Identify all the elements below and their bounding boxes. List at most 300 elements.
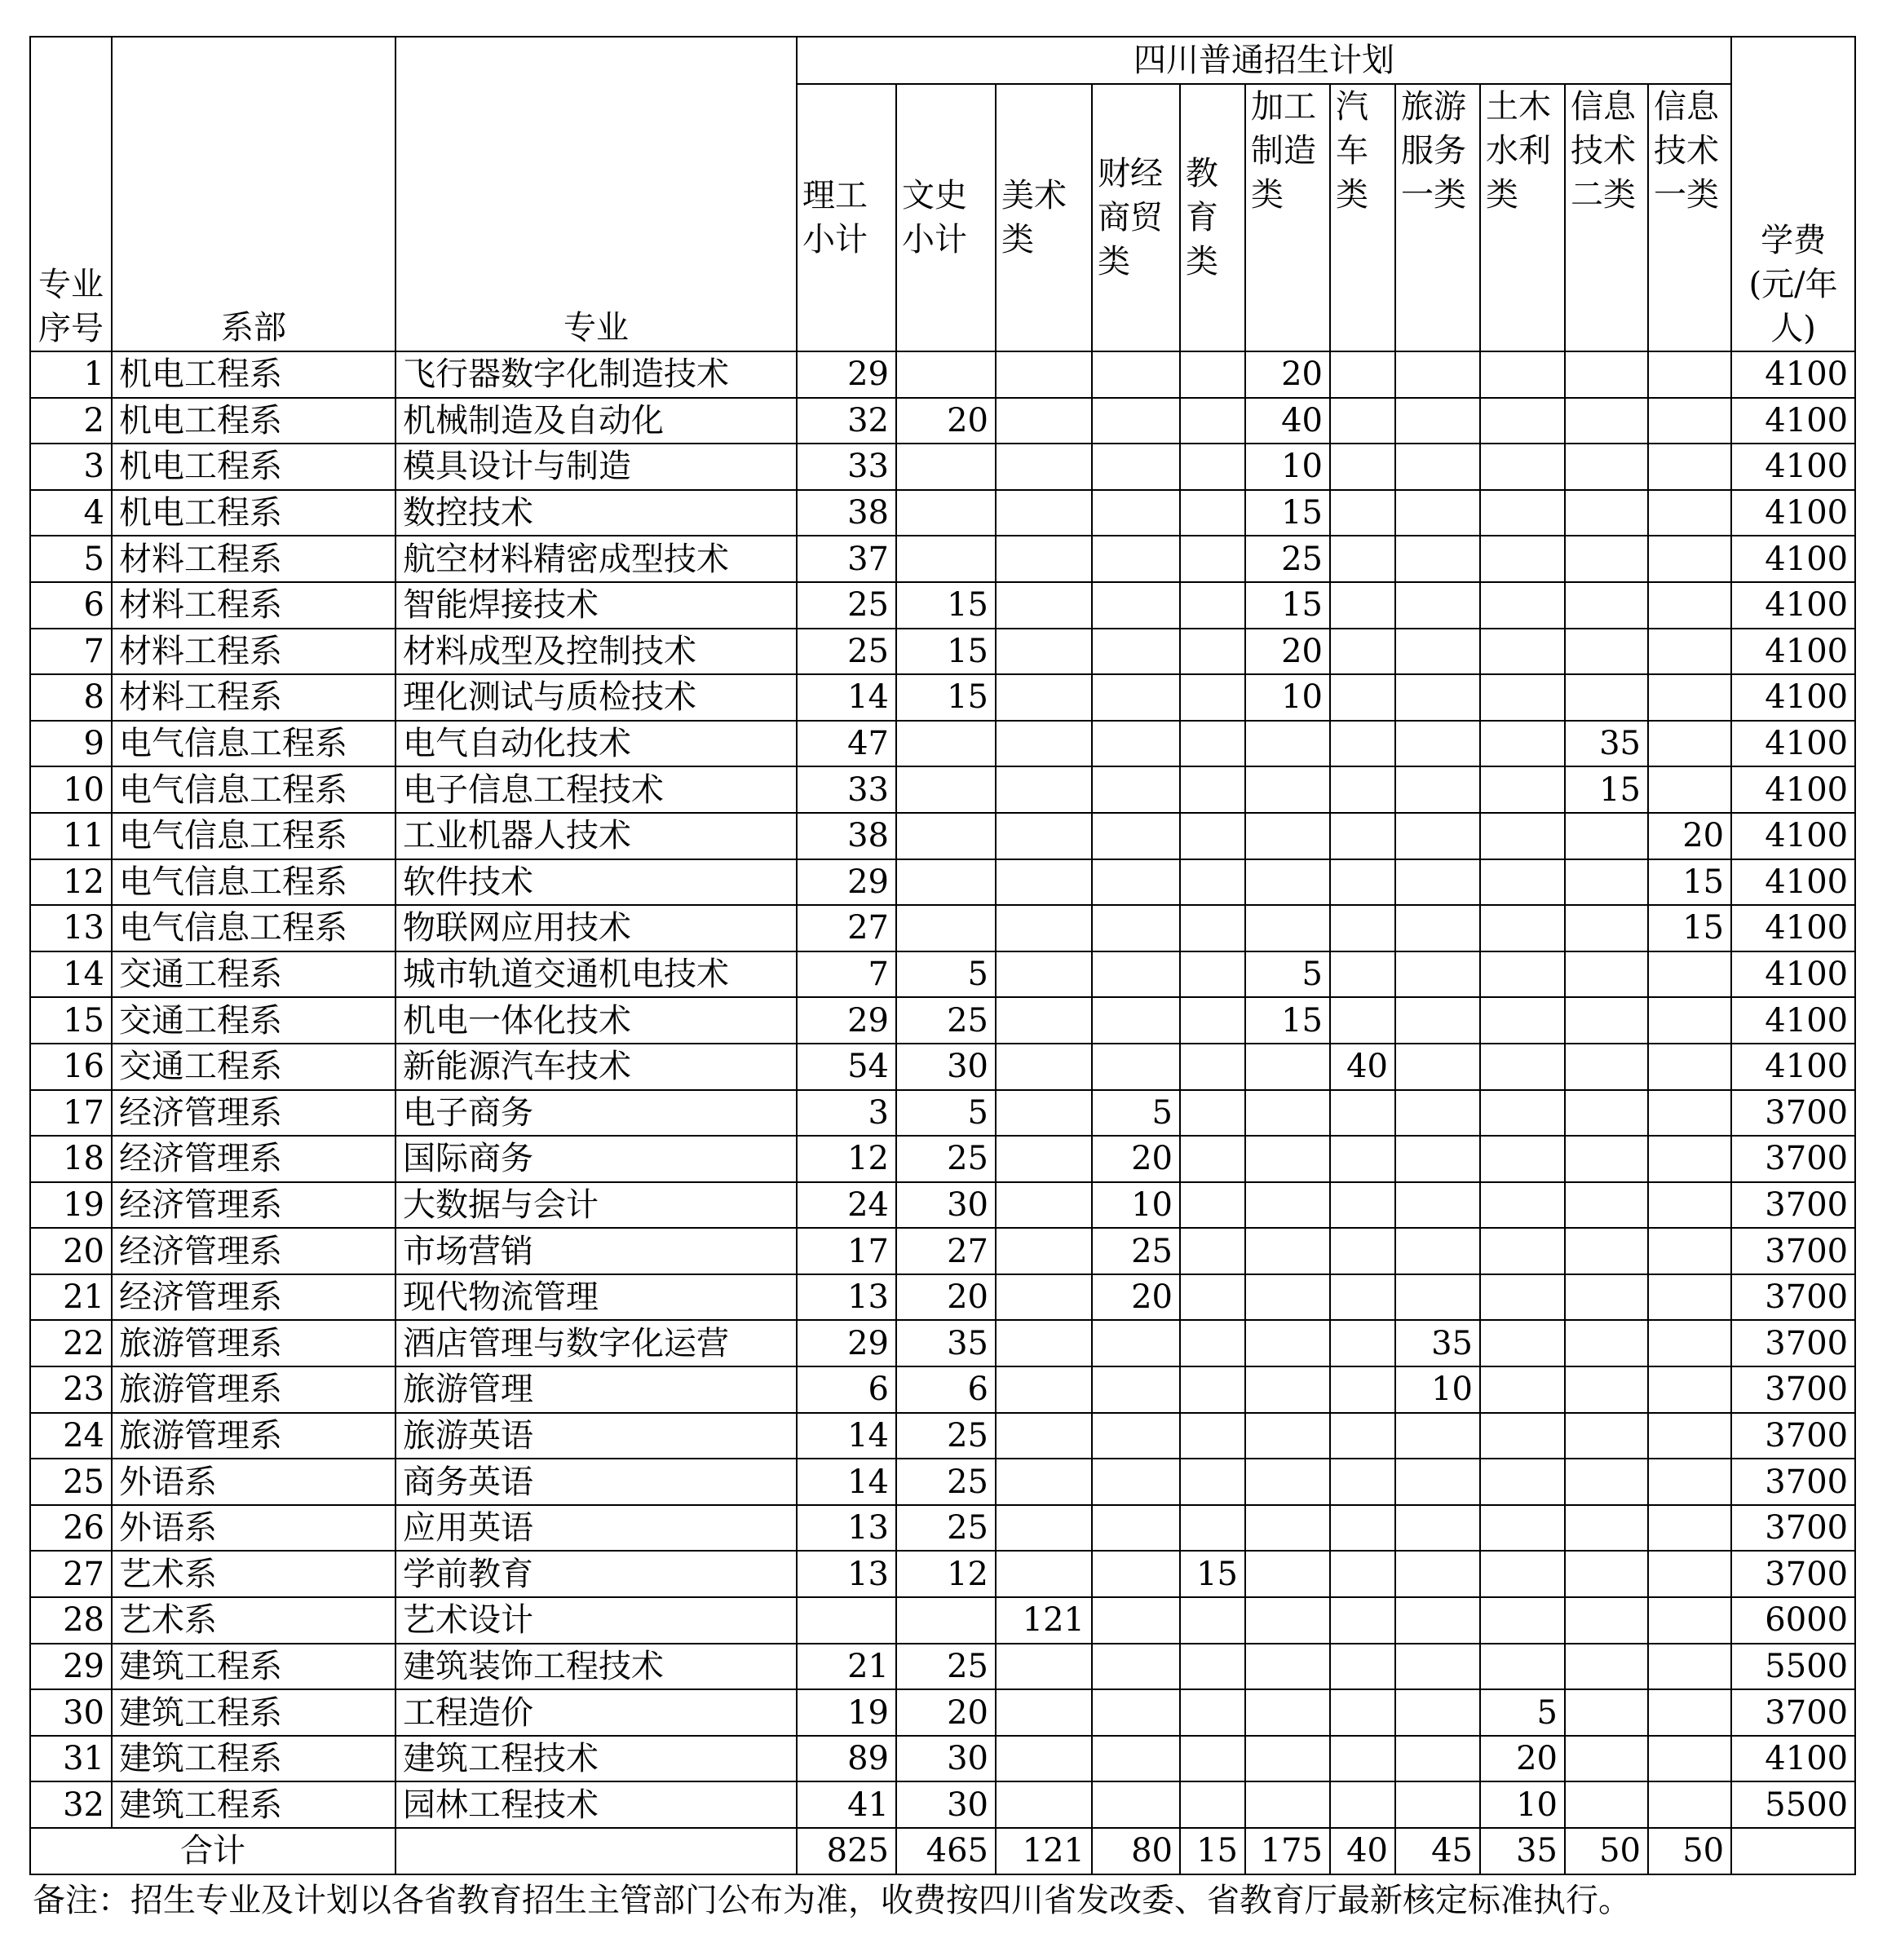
row-value-9	[1565, 1366, 1648, 1413]
total-value-0: 825	[797, 1828, 896, 1874]
row-value-4	[1180, 1597, 1245, 1644]
row-seq: 9	[30, 721, 112, 767]
col-header-sub-0: 理工小计	[797, 84, 896, 351]
row-value-10	[1648, 1044, 1731, 1090]
row-value-5	[1245, 1320, 1330, 1366]
row-value-7	[1395, 629, 1480, 675]
row-value-2	[996, 859, 1092, 906]
row-fee: 3700	[1731, 1228, 1855, 1274]
row-value-4	[1180, 1505, 1245, 1552]
row-value-2	[996, 813, 1092, 859]
row-value-4	[1180, 1320, 1245, 1366]
row-value-0: 33	[797, 444, 896, 490]
row-value-7	[1395, 490, 1480, 536]
row-value-0: 29	[797, 351, 896, 398]
total-value-3: 80	[1092, 1828, 1180, 1874]
row-fee: 4100	[1731, 629, 1855, 675]
row-dept: 经济管理系	[112, 1090, 396, 1137]
row-value-1	[896, 813, 996, 859]
row-value-9	[1565, 490, 1648, 536]
row-value-1: 30	[896, 1182, 996, 1229]
row-value-9	[1565, 859, 1648, 906]
row-dept: 材料工程系	[112, 674, 396, 721]
table-row	[30, 1459, 1855, 1505]
row-seq: 10	[30, 766, 112, 813]
row-value-3	[1092, 1689, 1180, 1736]
row-dept: 经济管理系	[112, 1136, 396, 1182]
row-value-4	[1180, 1136, 1245, 1182]
row-major: 飞行器数字化制造技术	[396, 351, 797, 398]
row-value-2	[996, 1551, 1092, 1597]
row-value-5	[1245, 1644, 1330, 1690]
table-row	[30, 398, 1855, 444]
total-value-10: 50	[1648, 1828, 1731, 1874]
row-value-10	[1648, 351, 1731, 398]
row-value-5	[1245, 1459, 1330, 1505]
row-value-3	[1092, 905, 1180, 951]
row-major: 新能源汽车技术	[396, 1044, 797, 1090]
row-value-6	[1330, 1689, 1395, 1736]
row-value-2	[996, 1689, 1092, 1736]
row-value-4	[1180, 997, 1245, 1044]
row-fee: 4100	[1731, 674, 1855, 721]
row-major: 市场营销	[396, 1228, 797, 1274]
row-value-6	[1330, 674, 1395, 721]
row-value-8	[1480, 1228, 1565, 1274]
row-value-7	[1395, 1551, 1480, 1597]
row-dept: 电气信息工程系	[112, 813, 396, 859]
row-seq: 17	[30, 1090, 112, 1137]
row-value-4	[1180, 398, 1245, 444]
row-value-1: 25	[896, 1459, 996, 1505]
row-value-0: 47	[797, 721, 896, 767]
row-value-0: 14	[797, 1459, 896, 1505]
row-fee: 4100	[1731, 997, 1855, 1044]
row-value-8	[1480, 1413, 1565, 1459]
row-value-9	[1565, 1736, 1648, 1782]
row-value-10: 20	[1648, 813, 1731, 859]
row-value-9	[1565, 536, 1648, 582]
row-value-0: 32	[797, 398, 896, 444]
row-value-9: 35	[1565, 721, 1648, 767]
row-value-0: 38	[797, 813, 896, 859]
row-value-3	[1092, 1320, 1180, 1366]
row-value-9	[1565, 1551, 1648, 1597]
row-dept: 材料工程系	[112, 582, 396, 629]
col-group-sichuan-plan: 四川普通招生计划	[797, 37, 1731, 84]
total-fee	[1731, 1828, 1855, 1874]
table-row	[30, 1366, 1855, 1413]
col-header-sub-7: 旅游服务一类	[1395, 84, 1480, 351]
row-value-7	[1395, 905, 1480, 951]
row-value-7	[1395, 1182, 1480, 1229]
row-value-1: 15	[896, 629, 996, 675]
row-fee: 4100	[1731, 766, 1855, 813]
table-row	[30, 444, 1855, 490]
row-value-6	[1330, 905, 1395, 951]
row-value-5: 25	[1245, 536, 1330, 582]
row-value-4	[1180, 1413, 1245, 1459]
col-header-dept: 系部	[112, 37, 396, 351]
row-value-8	[1480, 859, 1565, 906]
row-value-0: 29	[797, 1320, 896, 1366]
row-seq: 13	[30, 905, 112, 951]
row-value-5: 10	[1245, 444, 1330, 490]
row-seq: 6	[30, 582, 112, 629]
row-fee: 4100	[1731, 398, 1855, 444]
row-value-10: 15	[1648, 859, 1731, 906]
row-value-0: 13	[797, 1551, 896, 1597]
row-value-3	[1092, 1505, 1180, 1552]
row-value-4	[1180, 1781, 1245, 1828]
row-value-1: 25	[896, 997, 996, 1044]
row-value-1: 5	[896, 1090, 996, 1137]
row-value-10	[1648, 997, 1731, 1044]
row-value-6	[1330, 351, 1395, 398]
total-value-2: 121	[996, 1828, 1092, 1874]
row-value-4	[1180, 351, 1245, 398]
row-value-9	[1565, 351, 1648, 398]
row-value-4	[1180, 1274, 1245, 1321]
row-value-3: 20	[1092, 1274, 1180, 1321]
row-value-10	[1648, 398, 1731, 444]
row-fee: 4100	[1731, 536, 1855, 582]
row-value-6	[1330, 444, 1395, 490]
row-value-1: 15	[896, 582, 996, 629]
row-value-2	[996, 1781, 1092, 1828]
row-value-3	[1092, 1413, 1180, 1459]
row-value-7	[1395, 997, 1480, 1044]
table-row	[30, 905, 1855, 951]
row-value-3	[1092, 1736, 1180, 1782]
row-dept: 电气信息工程系	[112, 859, 396, 906]
row-dept: 外语系	[112, 1505, 396, 1552]
row-dept: 旅游管理系	[112, 1413, 396, 1459]
row-value-1: 25	[896, 1644, 996, 1690]
row-value-1: 5	[896, 951, 996, 998]
row-value-3	[1092, 1551, 1180, 1597]
row-value-8: 10	[1480, 1781, 1565, 1828]
row-value-7	[1395, 951, 1480, 998]
row-value-0: 38	[797, 490, 896, 536]
row-value-0: 14	[797, 1413, 896, 1459]
row-value-6	[1330, 490, 1395, 536]
row-value-3	[1092, 1597, 1180, 1644]
row-value-9	[1565, 629, 1648, 675]
row-value-6	[1330, 629, 1395, 675]
row-value-6	[1330, 813, 1395, 859]
row-value-2	[996, 1644, 1092, 1690]
row-value-8	[1480, 490, 1565, 536]
table-row	[30, 490, 1855, 536]
row-seq: 31	[30, 1736, 112, 1782]
row-value-2	[996, 905, 1092, 951]
row-value-5: 20	[1245, 351, 1330, 398]
row-fee: 3700	[1731, 1505, 1855, 1552]
row-seq: 3	[30, 444, 112, 490]
row-value-9	[1565, 1597, 1648, 1644]
row-value-6	[1330, 1551, 1395, 1597]
total-major-empty	[396, 1828, 797, 1874]
row-value-8	[1480, 766, 1565, 813]
row-value-3	[1092, 721, 1180, 767]
total-value-8: 35	[1480, 1828, 1565, 1874]
row-major: 智能焊接技术	[396, 582, 797, 629]
row-value-1: 20	[896, 1689, 996, 1736]
row-value-10	[1648, 536, 1731, 582]
row-value-4	[1180, 582, 1245, 629]
total-row	[30, 1828, 1855, 1874]
row-value-1: 30	[896, 1781, 996, 1828]
row-value-5	[1245, 1090, 1330, 1137]
row-value-0: 89	[797, 1736, 896, 1782]
row-value-3: 20	[1092, 1136, 1180, 1182]
row-value-2	[996, 398, 1092, 444]
row-value-1	[896, 490, 996, 536]
row-value-5	[1245, 1505, 1330, 1552]
row-dept: 经济管理系	[112, 1274, 396, 1321]
row-value-1: 20	[896, 398, 996, 444]
row-seq: 26	[30, 1505, 112, 1552]
row-value-8	[1480, 1459, 1565, 1505]
row-value-5	[1245, 1781, 1330, 1828]
row-fee: 3700	[1731, 1459, 1855, 1505]
row-value-1	[896, 721, 996, 767]
row-value-6	[1330, 536, 1395, 582]
row-value-10	[1648, 582, 1731, 629]
row-value-7	[1395, 1044, 1480, 1090]
row-value-2	[996, 1320, 1092, 1366]
row-value-5	[1245, 905, 1330, 951]
row-value-6: 40	[1330, 1044, 1395, 1090]
row-value-8	[1480, 674, 1565, 721]
row-major: 大数据与会计	[396, 1182, 797, 1229]
total-value-6: 40	[1330, 1828, 1395, 1874]
row-dept: 经济管理系	[112, 1182, 396, 1229]
row-value-2	[996, 951, 1092, 998]
col-header-seq: 专业序号	[30, 37, 112, 351]
row-seq: 16	[30, 1044, 112, 1090]
row-major: 航空材料精密成型技术	[396, 536, 797, 582]
row-seq: 27	[30, 1551, 112, 1597]
row-value-10	[1648, 1136, 1731, 1182]
row-value-8	[1480, 1090, 1565, 1137]
row-seq: 8	[30, 674, 112, 721]
row-dept: 旅游管理系	[112, 1366, 396, 1413]
row-value-2: 121	[996, 1597, 1092, 1644]
row-major: 艺术设计	[396, 1597, 797, 1644]
row-value-4	[1180, 536, 1245, 582]
row-value-0: 25	[797, 582, 896, 629]
row-value-8	[1480, 1366, 1565, 1413]
row-dept: 电气信息工程系	[112, 721, 396, 767]
row-seq: 1	[30, 351, 112, 398]
row-value-7	[1395, 1689, 1480, 1736]
row-value-4	[1180, 1090, 1245, 1137]
row-value-8: 20	[1480, 1736, 1565, 1782]
row-value-5	[1245, 859, 1330, 906]
row-fee: 3700	[1731, 1274, 1855, 1321]
row-value-4	[1180, 1459, 1245, 1505]
col-header-sub-9: 信息技术二类	[1565, 84, 1648, 351]
row-value-10: 15	[1648, 905, 1731, 951]
row-value-10	[1648, 1781, 1731, 1828]
row-major: 电子信息工程技术	[396, 766, 797, 813]
row-value-4: 15	[1180, 1551, 1245, 1597]
row-value-10	[1648, 1597, 1731, 1644]
row-fee: 3700	[1731, 1551, 1855, 1597]
row-seq: 4	[30, 490, 112, 536]
row-value-9	[1565, 1090, 1648, 1137]
row-value-1: 12	[896, 1551, 996, 1597]
row-value-9: 15	[1565, 766, 1648, 813]
row-value-8	[1480, 1644, 1565, 1690]
row-fee: 4100	[1731, 351, 1855, 398]
row-value-6	[1330, 721, 1395, 767]
table-row	[30, 1228, 1855, 1274]
row-value-5	[1245, 1551, 1330, 1597]
row-value-2	[996, 997, 1092, 1044]
row-value-3	[1092, 398, 1180, 444]
row-major: 商务英语	[396, 1459, 797, 1505]
row-fee: 3700	[1731, 1136, 1855, 1182]
row-value-1	[896, 351, 996, 398]
row-major: 旅游英语	[396, 1413, 797, 1459]
row-seq: 32	[30, 1781, 112, 1828]
row-value-7	[1395, 1090, 1480, 1137]
table-row	[30, 1274, 1855, 1321]
row-value-2	[996, 351, 1092, 398]
row-value-1: 25	[896, 1505, 996, 1552]
row-value-0: 6	[797, 1366, 896, 1413]
row-major: 学前教育	[396, 1551, 797, 1597]
row-fee: 4100	[1731, 951, 1855, 998]
row-value-6	[1330, 1505, 1395, 1552]
row-value-9	[1565, 1459, 1648, 1505]
row-dept: 外语系	[112, 1459, 396, 1505]
row-value-3	[1092, 490, 1180, 536]
row-value-5: 5	[1245, 951, 1330, 998]
row-value-10	[1648, 1274, 1731, 1321]
row-value-1: 25	[896, 1413, 996, 1459]
row-value-6	[1330, 1274, 1395, 1321]
row-seq: 23	[30, 1366, 112, 1413]
row-value-3	[1092, 582, 1180, 629]
row-value-7	[1395, 766, 1480, 813]
row-value-8	[1480, 1320, 1565, 1366]
row-value-2	[996, 1044, 1092, 1090]
row-value-8	[1480, 1044, 1565, 1090]
row-value-6	[1330, 582, 1395, 629]
row-value-10	[1648, 490, 1731, 536]
row-dept: 旅游管理系	[112, 1320, 396, 1366]
total-value-7: 45	[1395, 1828, 1480, 1874]
total-value-5: 175	[1245, 1828, 1330, 1874]
table-row	[30, 1320, 1855, 1366]
row-value-10	[1648, 1090, 1731, 1137]
row-dept: 艺术系	[112, 1551, 396, 1597]
row-value-10	[1648, 674, 1731, 721]
row-value-10	[1648, 1689, 1731, 1736]
row-value-6	[1330, 1781, 1395, 1828]
row-value-4	[1180, 1689, 1245, 1736]
row-major: 园林工程技术	[396, 1781, 797, 1828]
row-value-9	[1565, 1689, 1648, 1736]
row-value-8	[1480, 1551, 1565, 1597]
row-dept: 建筑工程系	[112, 1736, 396, 1782]
row-value-9	[1565, 582, 1648, 629]
row-value-1	[896, 905, 996, 951]
row-dept: 交通工程系	[112, 951, 396, 998]
row-value-6	[1330, 1136, 1395, 1182]
row-fee: 4100	[1731, 813, 1855, 859]
row-value-5	[1245, 1274, 1330, 1321]
row-value-6	[1330, 1228, 1395, 1274]
row-value-5	[1245, 1182, 1330, 1229]
row-dept: 机电工程系	[112, 490, 396, 536]
col-header-sub-3: 财经商贸类	[1092, 84, 1180, 351]
row-value-7	[1395, 1136, 1480, 1182]
row-value-10	[1648, 1736, 1731, 1782]
row-dept: 电气信息工程系	[112, 905, 396, 951]
row-value-5	[1245, 1736, 1330, 1782]
footnote: 备注：招生专业及计划以各省教育招生主管部门公布为准，收费按四川省发改委、省教育厅最新核定标准执行。	[33, 1882, 1631, 1919]
row-fee: 4100	[1731, 444, 1855, 490]
row-value-1	[896, 1597, 996, 1644]
table-row	[30, 629, 1855, 675]
row-value-9	[1565, 1413, 1648, 1459]
table-row	[30, 674, 1855, 721]
col-header-sub-4: 教育类	[1180, 84, 1245, 351]
row-value-2	[996, 1228, 1092, 1274]
row-seq: 12	[30, 859, 112, 906]
row-value-6	[1330, 1413, 1395, 1459]
row-value-3	[1092, 1644, 1180, 1690]
row-value-2	[996, 1366, 1092, 1413]
row-value-9	[1565, 398, 1648, 444]
row-value-5	[1245, 721, 1330, 767]
row-value-7: 10	[1395, 1366, 1480, 1413]
row-value-5: 15	[1245, 582, 1330, 629]
row-fee: 4100	[1731, 859, 1855, 906]
row-major: 酒店管理与数字化运营	[396, 1320, 797, 1366]
row-value-3	[1092, 951, 1180, 998]
row-value-9	[1565, 1044, 1648, 1090]
row-value-3	[1092, 1044, 1180, 1090]
row-value-9	[1565, 1274, 1648, 1321]
row-value-1: 6	[896, 1366, 996, 1413]
row-value-9	[1565, 1182, 1648, 1229]
row-major: 应用英语	[396, 1505, 797, 1552]
table-row	[30, 766, 1855, 813]
row-value-10	[1648, 1551, 1731, 1597]
row-value-2	[996, 1182, 1092, 1229]
row-seq: 15	[30, 997, 112, 1044]
row-value-5: 15	[1245, 490, 1330, 536]
table-row	[30, 1136, 1855, 1182]
row-value-3	[1092, 859, 1180, 906]
row-value-2	[996, 766, 1092, 813]
row-value-0: 3	[797, 1090, 896, 1137]
row-value-1	[896, 444, 996, 490]
row-seq: 7	[30, 629, 112, 675]
row-value-4	[1180, 1182, 1245, 1229]
row-value-5	[1245, 1044, 1330, 1090]
row-major: 建筑装饰工程技术	[396, 1644, 797, 1690]
row-value-0: 13	[797, 1505, 896, 1552]
table-row	[30, 582, 1855, 629]
row-value-2	[996, 1459, 1092, 1505]
